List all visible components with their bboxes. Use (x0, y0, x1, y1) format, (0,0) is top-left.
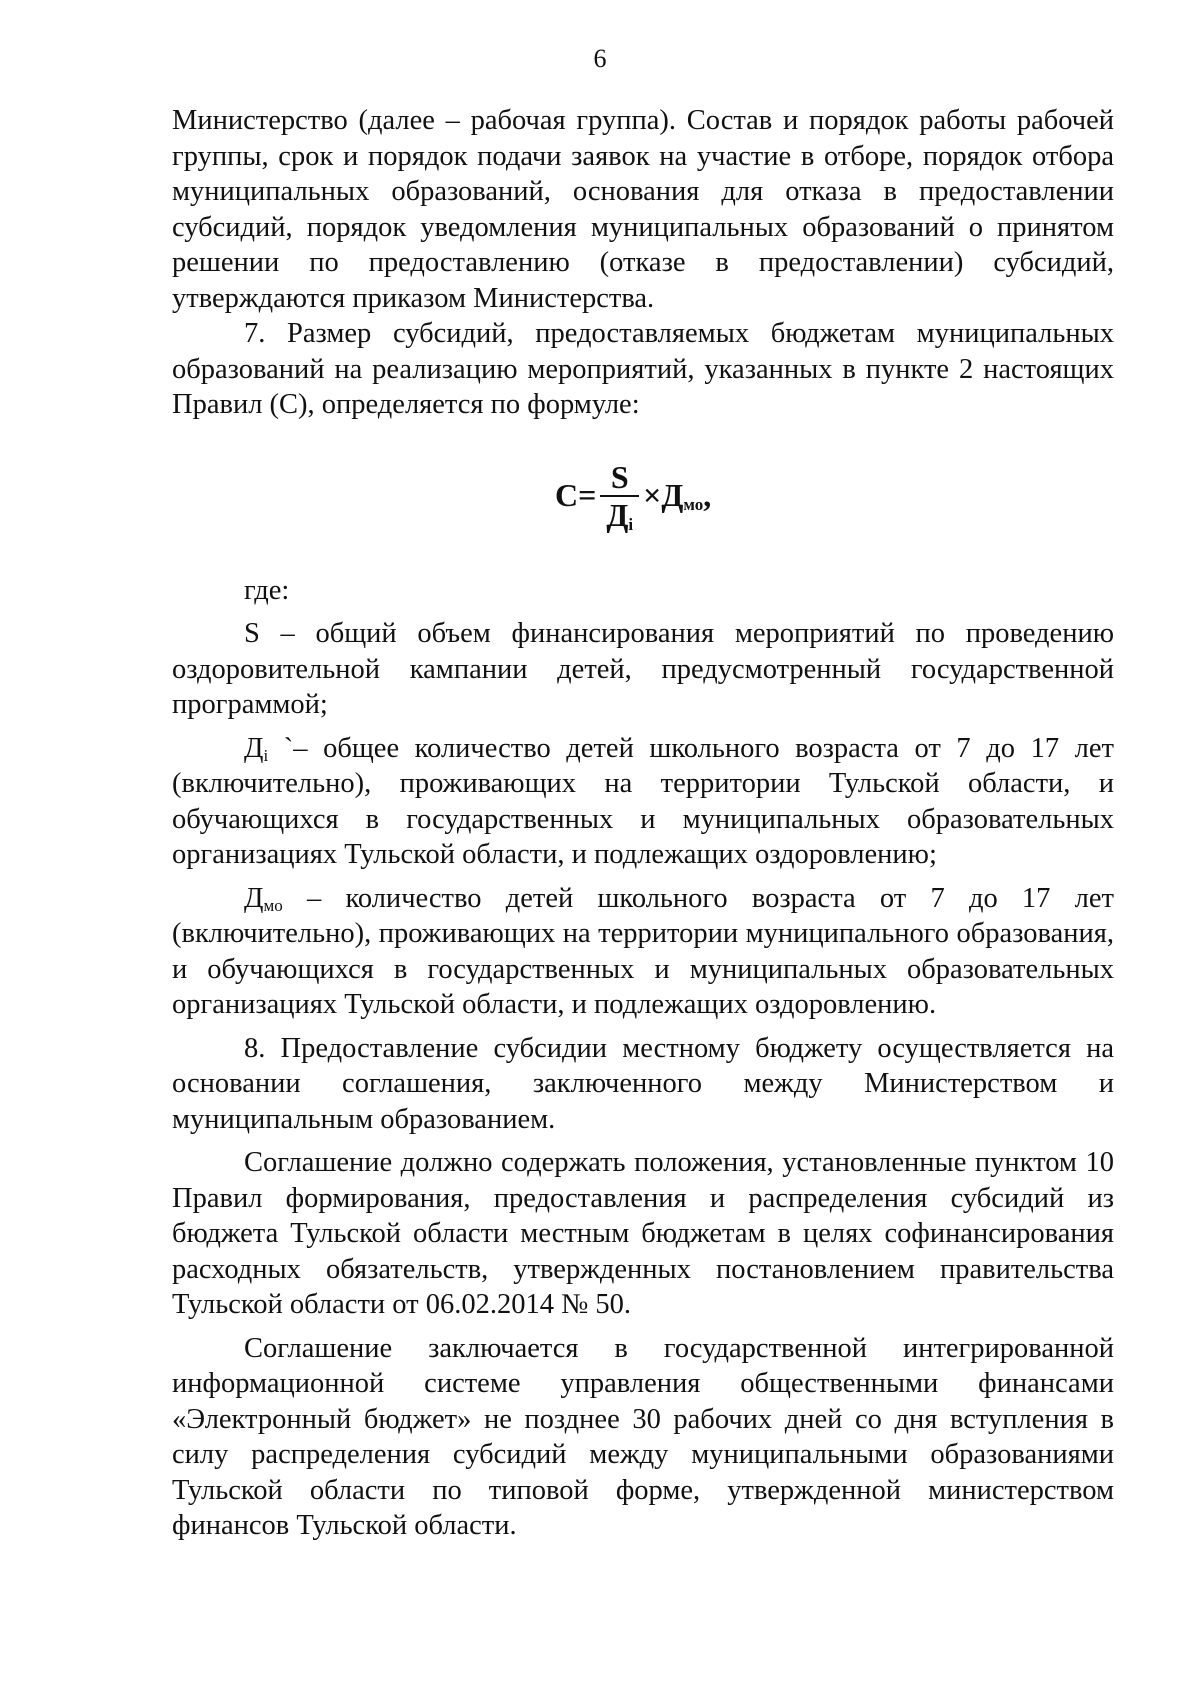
paragraph-8: 8. Предоставление субсидии местному бюджету осуществляется на основании соглашения, заключенного между Министерством и муниципальным образованием. (172, 1032, 1114, 1135)
formula-den-base: Д (606, 496, 629, 533)
formula-rhs-base: Д (661, 476, 684, 513)
definition-dmo (172, 881, 1114, 1023)
formula-rhs-sub: мо (683, 494, 704, 514)
paragraph-agreement-content: Соглашение должно содержать положения, установленные пунктом 10 Правил формирования, предоставления и распределения субсидий из бюджета Тульской области местным бюджетам в целях софинансирования расходных обязательств, утвержденных постановлением правительства Тульской области от 06.02.2014 № 50. (172, 1147, 1114, 1320)
paragraph-continuation: Министерство (далее – рабочая группа). Состав и порядок работы рабочей группы, срок и порядок подачи заявок на участие в отборе, порядок отбора муниципальных образований, основания для отказа в предоставлении субсидий, порядок уведомления муниципальных образований о принятом решении по предоставлению (отказе в предоставлении) субсидий, утверждаются приказом Министерства. (172, 105, 1114, 314)
formula-den-sub: i (628, 514, 634, 534)
dmo-symbol-base: Д (244, 882, 264, 914)
where-label: где: (244, 574, 290, 606)
formula-block (172, 423, 1114, 573)
formula-fraction (600, 459, 639, 533)
formula-rhs (661, 478, 703, 514)
subsidy-formula (555, 459, 711, 533)
dmo-text: – количество детей школьного возраста от 7 до 17 лет (включительно), проживающих на территории муниципального образования, и обучающихся в государственных и муниципальных образовательных организациях Тульской области, и подлежащих оздоровлению. (172, 882, 1114, 1020)
page-number: 6 (593, 44, 607, 73)
formula-lhs: С= (555, 476, 597, 513)
di-symbol-base: Д (244, 732, 264, 764)
paragraph-7: 7. Размер субсидий, предоставляемых бюджетам муниципальных образований на реализацию мероприятий, указанных в пункте 2 настоящих Правил (С), определяется по формуле: (172, 318, 1114, 420)
formula-numerator: S (610, 458, 629, 495)
di-text: `– общее количество детей школьного возраста от 7 до 17 лет (включительно), проживающих на территории Тульской области, и обучающихся в государственных и муниципальных образовательных организациях Тульской области, и подлежащих оздоровлению; (172, 732, 1114, 870)
definition-s: S – общий объем финансирования мероприятий по проведению оздоровительной кампании детей, предусмотренный государственной программой; (172, 618, 1114, 720)
definition-di (172, 731, 1114, 873)
document-body (172, 103, 1114, 1544)
paragraph-agreement-system: Соглашение заключается в государственной интегрированной информационной системе управления общественными финансами «Электронный бюджет» не позднее 30 рабочих дней со дня вступления в силу распределения субсидий между муниципальными образованиями Тульской области по типовой форме, утвержденной министерством финансов Тульской области. (172, 1332, 1114, 1541)
formula-denominator (600, 497, 639, 533)
formula-tail: , (703, 476, 712, 513)
dmo-symbol-sub: мо (263, 895, 283, 915)
di-symbol-sub: i (263, 745, 269, 765)
formula-times: × (643, 476, 662, 513)
